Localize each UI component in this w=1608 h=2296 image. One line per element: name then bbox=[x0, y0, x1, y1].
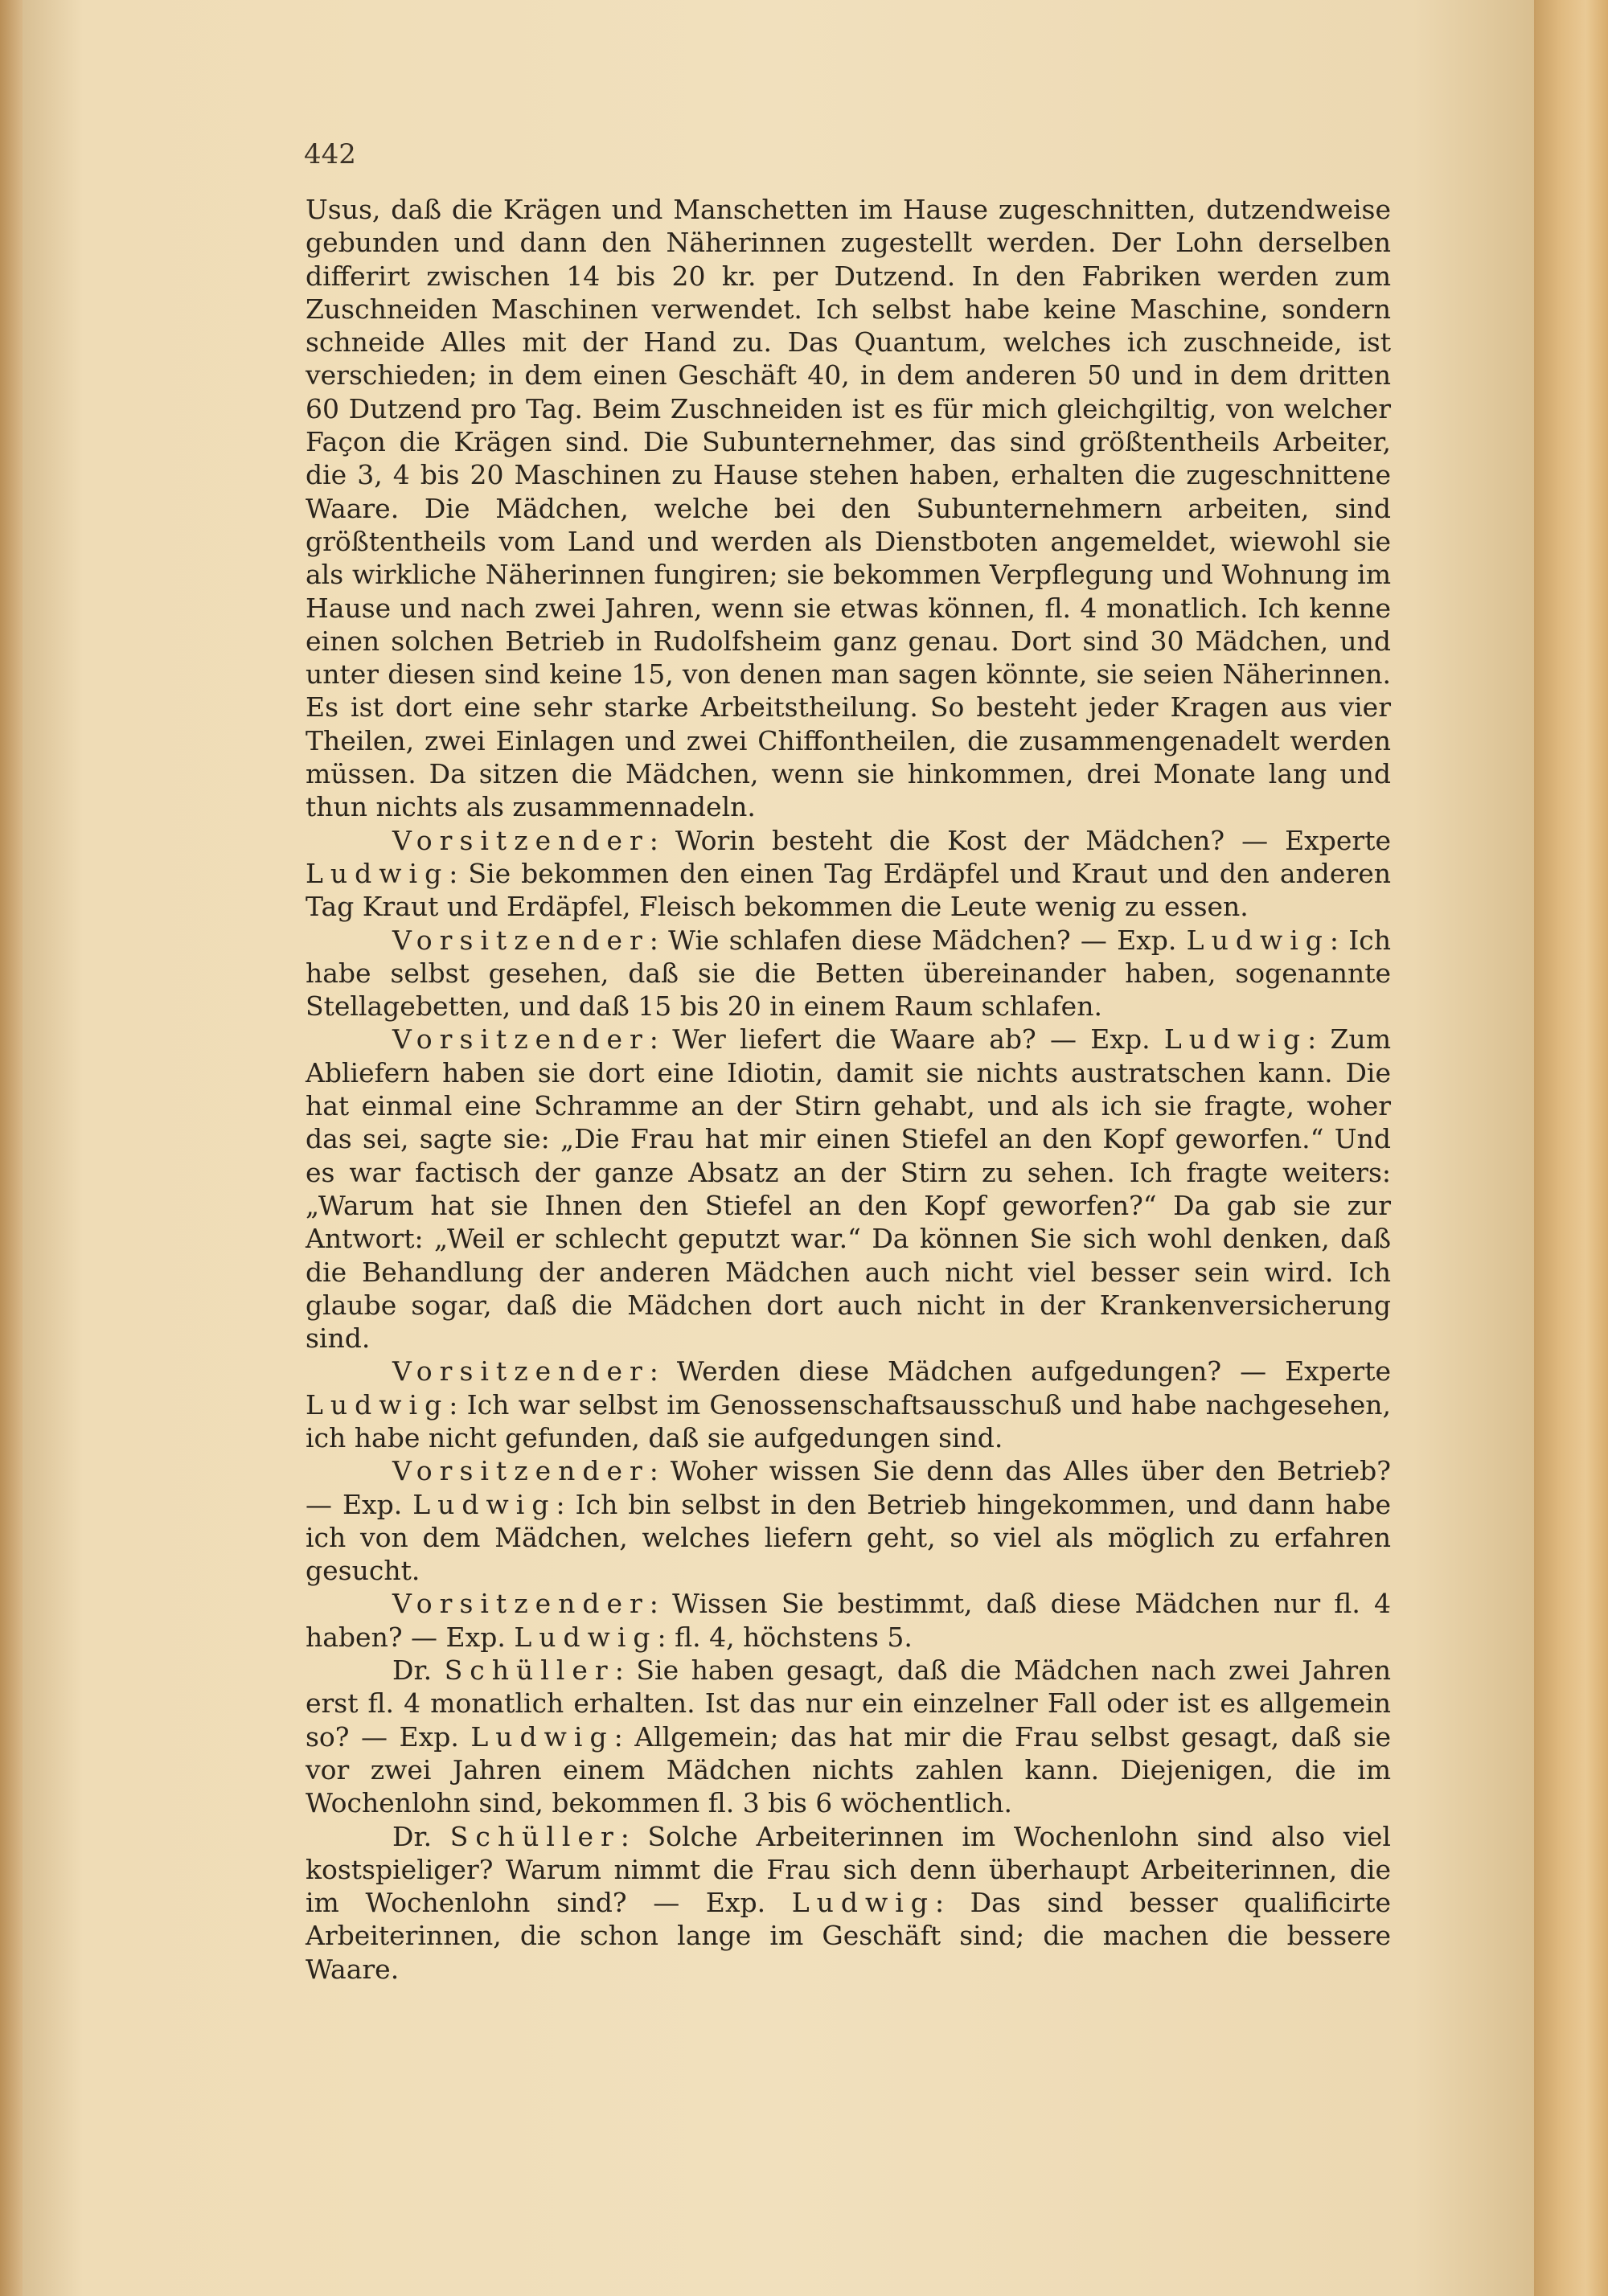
paragraph bbox=[306, 1820, 1391, 1986]
speaker-name: Ludwig bbox=[514, 1621, 658, 1653]
paragraph bbox=[306, 824, 1391, 924]
paragraph-text: : fl. 4, höchstens 5. bbox=[657, 1621, 913, 1653]
speaker-name: Vorsitzender bbox=[392, 824, 650, 856]
speaker-name: Vorsitzender bbox=[392, 924, 650, 956]
paragraph-text: Usus, daß die Krägen und Manschetten im Hause zugeschnitten, dutzendweise gebunden und dann den Näherinnen zugestellt werden. Der Lohn derselben differirt zwischen 14 bis 20 kr. per Dutzend. In den Fabriken werden zum Zuschneiden Maschinen verwendet. Ich selbst habe keine Maschine, sondern schneide Alles mit der Hand zu. Das Quantum, welches ich zuschneide, ist verschieden; in dem einen Geschäft 40, in dem anderen 50 und in dem dritten 60 Dutzend pro Tag. Beim Zuschneiden ist es für mich gleichgiltig, von welcher Façon die Krägen sind. Die Subunternehmer, das sind größtentheils Arbeiter, die 3, 4 bis 20 Maschinen zu Hause stehen haben, erhalten die zugeschnittene Waare. Die Mädchen, welche bei den Subunternehmern arbeiten, sind größtentheils vom Land und werden als Dienstboten angemeldet, wiewohl sie als wirkliche Näherinnen fungiren; sie bekommen Verpflegung und Wohnung im Hause und nach zwei Jahren, wenn sie etwas können, fl. 4 monatlich. Ich kenne einen solchen Betrieb in Rudolfsheim ganz genau. Dort sind 30 Mädchen, und unter diesen sind keine 15, von denen man sagen könnte, sie seien Näherinnen. Es ist dort eine sehr starke Arbeitstheilung. So besteht jeder Kragen aus vier Theilen, zwei Einlagen und zwei Chiffontheilen, die zusammengenadelt werden müssen. Da sitzen die Mädchen, wenn sie hinkommen, drei Monate lang und thun nichts als zusammennadeln. bbox=[306, 194, 1391, 823]
page-number: 442 bbox=[304, 138, 356, 170]
speaker-name: Schüller bbox=[444, 1654, 615, 1687]
paragraph bbox=[306, 1023, 1391, 1355]
paragraph-text: Dr. bbox=[392, 1654, 445, 1687]
paragraph bbox=[306, 1587, 1391, 1654]
paragraph-text: : Zum Abliefern haben sie dort eine Idiotin, damit sie nichts austratschen kann. Die hat einmal eine Schramme an der Stirn gehabt, und als ich sie fragte, woher das sei, sagte sie: „Die Frau hat mir einen Stiefel an den Kopf geworfen.“ Und es war factisch der ganze Absatz an der Stirn zu sehen. Ich fragte weiters: „Warum hat sie Ihnen den Stiefel an den Kopf geworfen?“ Da gab sie zur Antwort: „Weil er schlecht geputzt war.“ Da können Sie sich wohl denken, daß die Behandlung der anderen Mädchen auch nicht viel besser sein wird. Ich glaube sogar, daß die Mädchen dort auch nicht in der Krankenversicherung sind. bbox=[306, 1023, 1391, 1355]
paragraph-text: : Ich habe selbst gesehen, daß sie die Betten übereinander haben, sogenannte Stellagebetten, und daß 15 bis 20 in einem Raum schlafen. bbox=[306, 924, 1391, 1023]
speaker-name: Ludwig bbox=[1186, 924, 1330, 956]
paragraph-text: : Werden diese Mädchen aufgedungen? — Experte bbox=[649, 1355, 1391, 1388]
paragraph-text: : Woher wissen Sie denn das Alles über den Betrieb? — Exp. bbox=[306, 1455, 1391, 1520]
paragraph-text: : Wie schlafen diese Mädchen? — Exp. bbox=[649, 924, 1187, 956]
paragraph bbox=[306, 193, 1391, 824]
speaker-name: Ludwig bbox=[306, 857, 449, 889]
speaker-name: Ludwig bbox=[1163, 1023, 1308, 1056]
paragraph-text: : Worin besteht die Kost der Mädchen? — Experte bbox=[649, 824, 1391, 856]
speaker-name: Ludwig bbox=[412, 1488, 556, 1520]
page-gutter bbox=[1534, 0, 1608, 2296]
paragraph-text: : Sie haben gesagt, daß die Mädchen nach zwei Jahren erst fl. 4 monatlich erhalten. Ist das nur ein einzelner Fall oder ist es allgemein so? — Exp. bbox=[306, 1654, 1391, 1753]
paragraph-text: : Wer liefert die Waare ab? — Exp. bbox=[649, 1023, 1164, 1056]
speaker-name: Vorsitzender bbox=[392, 1455, 650, 1487]
speaker-name: Vorsitzender bbox=[392, 1023, 650, 1056]
paragraph-text: : Sie bekommen den einen Tag Erdäpfel und Kraut und den anderen Tag Kraut und Erdäpfel, Fleisch bekommen die Leute wenig zu essen. bbox=[306, 857, 1391, 923]
paragraph-text: : Das sind besser qualificirte Arbeiterinnen, die schon lange im Geschäft sind; die machen die bessere Waare. bbox=[306, 1887, 1391, 1985]
speaker-name: Ludwig bbox=[791, 1887, 935, 1919]
speaker-name: Vorsitzender bbox=[392, 1355, 650, 1388]
paragraph bbox=[306, 1654, 1391, 1819]
paragraph-text: : Ich bin selbst in den Betrieb hingekommen, und dann habe ich von dem Mädchen, welches liefern geht, so viel als möglich zu erfahren gesucht. bbox=[306, 1488, 1391, 1587]
paragraph-text: : Allgemein; das hat mir die Frau selbst gesagt, daß sie vor zwei Jahren einem Mädchen nichts zahlen kann. Diejenigen, die im Wochenlohn sind, bekommen fl. 3 bis 6 wöchentlich. bbox=[306, 1720, 1392, 1819]
page-left-edge bbox=[0, 0, 23, 2296]
speaker-name: Ludwig bbox=[306, 1388, 449, 1421]
speaker-name: Ludwig bbox=[470, 1720, 614, 1753]
speaker-name: Vorsitzender bbox=[392, 1588, 650, 1620]
paragraph-text: : Ich war selbst im Genossenschaftsausschuß und habe nachgesehen, ich habe nicht gefunden, daß sie aufgedungen sind. bbox=[306, 1388, 1391, 1453]
paragraph-text: Dr. bbox=[392, 1820, 450, 1852]
paragraph bbox=[306, 924, 1391, 1023]
paragraph bbox=[306, 1355, 1391, 1454]
speaker-name: Schüller bbox=[449, 1820, 621, 1852]
paragraph-text: : Solche Arbeiterinnen im Wochenlohn sind also viel kostspieliger? Warum nimmt die Frau sich denn überhaupt Arbeiterinnen, die im Wochenlohn sind? — Exp. bbox=[306, 1820, 1391, 1919]
paragraph bbox=[306, 1454, 1391, 1587]
page-text-body bbox=[306, 193, 1391, 1986]
paragraph-text: : Wissen Sie bestimmt, daß diese Mädchen nur fl. 4 haben? — Exp. bbox=[306, 1588, 1391, 1653]
